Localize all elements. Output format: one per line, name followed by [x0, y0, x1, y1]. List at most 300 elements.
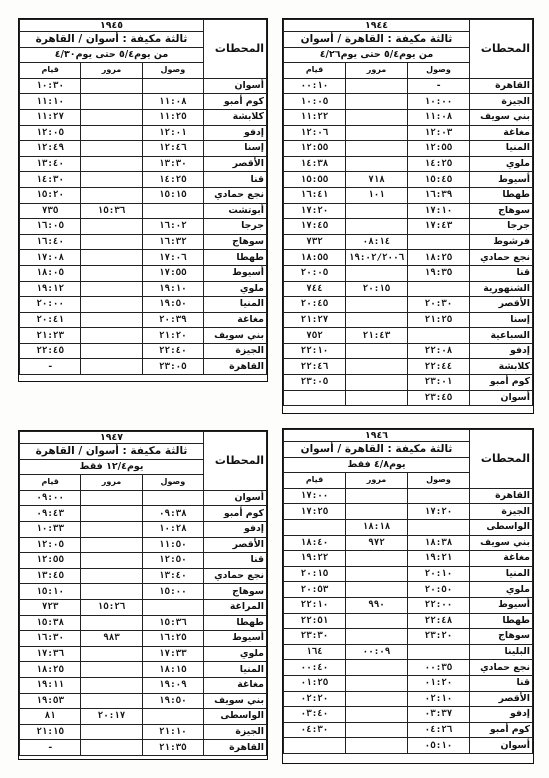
table-row [284, 94, 533, 110]
arrival-time: ٢٢:٤٨ [408, 613, 470, 629]
arrival-time: ١٤:٢٥ [408, 156, 470, 172]
station-name: البلينا [470, 644, 533, 660]
table-row [20, 724, 267, 740]
pass-time [81, 187, 142, 203]
station-name: أسيوط [204, 265, 267, 281]
arrival-time [142, 599, 203, 615]
departure-time: ١١:١٠ [20, 94, 81, 110]
departure-time: ١٥:١٠ [20, 584, 81, 600]
station-name: جرجا [470, 219, 533, 235]
table-row [284, 109, 533, 125]
arrival-time [408, 234, 470, 250]
arrival-time: ٢٢:٤٠ [142, 343, 203, 359]
arrival-time: ١٠:٢٨ [142, 521, 203, 537]
pass-time [346, 343, 408, 359]
table-row [20, 359, 267, 375]
pass-time: ٢٠:١٥ [346, 281, 408, 297]
station-name: بني سويف [204, 328, 267, 344]
pass-time: ١٠١ [346, 187, 408, 203]
table-row [20, 250, 267, 266]
pass-time [81, 568, 142, 584]
arrival-time [142, 203, 203, 219]
station-name: إدفو [470, 707, 533, 723]
pass-time [81, 537, 142, 553]
table-row [284, 551, 533, 567]
table-row [20, 693, 267, 709]
table-row [20, 328, 267, 344]
arrival-time: ٠٤:٢٦ [408, 722, 470, 738]
arrival-time: ١٢:٠٣ [408, 125, 470, 141]
arrival-time: ٢٢:٠٨ [408, 343, 470, 359]
pass-time [81, 234, 142, 250]
station-name: سوهاج [470, 203, 533, 219]
station-name: قنا [470, 675, 533, 691]
departure-time: ١٣:٤٥ [20, 568, 81, 584]
table-row [20, 281, 267, 297]
pass-time [346, 566, 408, 582]
departure-time: ١٧:٢٠ [284, 203, 346, 219]
departure-time: ٢١:٢٣ [20, 328, 81, 344]
arrive-column-header: وصول [142, 475, 203, 491]
timetable-subtitle: يوم١٢/٤ فقط [20, 459, 204, 475]
station-name: ملوي [204, 281, 267, 297]
station-name: طهطا [470, 187, 533, 203]
table-row [20, 343, 267, 359]
station-name: سوهاج [204, 584, 267, 600]
arrive-column-header: وصول [408, 473, 470, 489]
arrival-time: ٢٢:٠٠ [408, 597, 470, 613]
departure-time: ١٦:٣٠ [20, 631, 81, 647]
arrival-time: ١٦:٣٢ [142, 234, 203, 250]
station-name: سوهاج [204, 234, 267, 250]
timetable-1946 [282, 428, 534, 764]
departure-time: ٢٠:٤١ [20, 312, 81, 328]
pass-time: ٠٠:٠٩ [346, 644, 408, 660]
stations-column-header: المحطات [470, 430, 533, 489]
table-row [284, 203, 533, 219]
table-row [284, 328, 533, 344]
timetable-title: ثالثة مكيفة : القاهرة / أسوان [284, 32, 470, 48]
departure-time: ١٩:١٢ [20, 281, 81, 297]
arrival-time [408, 488, 470, 504]
pass-time [81, 78, 142, 94]
pass-time [346, 141, 408, 157]
pass-time: ٩٧٢ [346, 535, 408, 551]
arrive-column-header: وصول [142, 63, 203, 79]
departure-time: ١٨:٤٠ [284, 535, 346, 551]
table-row [20, 662, 267, 678]
station-name: كلابشة [470, 359, 533, 375]
station-name: كوم أمبو [204, 94, 267, 110]
timetable-title: ثالثة مكيفة : أسوان / القاهرة [20, 444, 204, 460]
station-name: إسنا [470, 312, 533, 328]
departure-time: ٢٣:٣٠ [284, 629, 346, 645]
station-name: أبوتشت [204, 203, 267, 219]
stations-column-header: المحطات [470, 20, 533, 79]
departure-time: ٧٣٥ [20, 203, 81, 219]
station-name: نجع حمادي [470, 250, 533, 266]
table-row [20, 646, 267, 662]
pass-time [346, 722, 408, 738]
pass-time [346, 156, 408, 172]
pass-time [346, 219, 408, 235]
table-row [284, 359, 533, 375]
station-name: القاهرة [470, 488, 533, 504]
station-name: نجع حمادي [204, 187, 267, 203]
arrival-time: ١١:٥٠ [142, 537, 203, 553]
pass-time [81, 521, 142, 537]
departure-time: ١١:٢٧ [20, 109, 81, 125]
pass-time [346, 551, 408, 567]
station-name: مغاغة [204, 312, 267, 328]
table-row [20, 187, 267, 203]
depart-column-header: قيام [20, 63, 81, 79]
pass-time [81, 250, 142, 266]
departure-time: ١٧:٠٠ [284, 488, 346, 504]
station-name: إدفو [204, 125, 267, 141]
table-row [284, 219, 533, 235]
departure-time: ١٧:٢٥ [284, 504, 346, 520]
arrival-time: ١٩:٠٩ [142, 677, 203, 693]
departure-time: ٧٤٤ [284, 281, 346, 297]
pass-time: ٢١:٤٣ [346, 328, 408, 344]
pass-time [81, 156, 142, 172]
pass-time [81, 141, 142, 157]
pass-time [81, 109, 142, 125]
departure-time: ١٦٤ [284, 644, 346, 660]
station-name: نجع حمادي [470, 660, 533, 676]
pass-time: ٩٨٣ [81, 631, 142, 647]
arrival-time: ٢٣:٤٥ [408, 390, 470, 406]
pass-time [81, 490, 142, 506]
pass-time: ١٥:٣٦ [81, 203, 142, 219]
table-row [284, 519, 533, 535]
station-name: قنا [204, 553, 267, 569]
table-row [20, 599, 267, 615]
arrival-time: ١٢:٠١ [142, 125, 203, 141]
table-row [284, 535, 533, 551]
arrival-time [408, 281, 470, 297]
table-row [284, 265, 533, 281]
arrival-time: ١٥:٠٠ [142, 584, 203, 600]
arrival-time: ٠٥:١٠ [408, 738, 470, 754]
pass-time [346, 109, 408, 125]
arrival-time: ١٧:١٠ [408, 203, 470, 219]
departure-time [284, 519, 346, 535]
departure-time: ١٠:٣٣ [20, 521, 81, 537]
pass-time [81, 662, 142, 678]
station-name: القاهرة [470, 78, 533, 94]
pass-time [346, 203, 408, 219]
table-row [20, 537, 267, 553]
pass-time [346, 660, 408, 676]
pass-time [81, 553, 142, 569]
table-row [284, 250, 533, 266]
pass-time [81, 724, 142, 740]
timetable-table [19, 19, 267, 375]
pass-time [346, 359, 408, 375]
arrival-time [408, 644, 470, 660]
table-row [284, 297, 533, 313]
station-name: كلابشة [204, 109, 267, 125]
pass-time: ٧١٨ [346, 172, 408, 188]
table-row [20, 631, 267, 647]
table-row [284, 390, 533, 406]
station-name: كوم أمبو [470, 722, 533, 738]
table-row [284, 125, 533, 141]
station-name: مغاغة [204, 677, 267, 693]
pass-time [81, 677, 142, 693]
table-row [284, 597, 533, 613]
table-row [284, 234, 533, 250]
station-name: إدفو [204, 521, 267, 537]
pass-time [346, 297, 408, 313]
departure-time: ١٩:١١ [20, 677, 81, 693]
arrival-time: ١٥:٤٥ [408, 172, 470, 188]
departure-time: ١٢:٥٥ [20, 553, 81, 569]
departure-time: ٢٢:٥١ [284, 613, 346, 629]
arrival-time: ١٢:٥٥ [408, 141, 470, 157]
table-row [284, 187, 533, 203]
table-row [20, 78, 267, 94]
table-row [284, 566, 533, 582]
pass-time [346, 707, 408, 723]
station-name: ملوي [470, 156, 533, 172]
pass-time [81, 328, 142, 344]
arrival-time: ١٤:٢٥ [142, 172, 203, 188]
table-row [284, 660, 533, 676]
departure-time: ١٦:٠٥ [20, 219, 81, 235]
arrival-time: ٢١:٣٥ [142, 740, 203, 756]
pass-time [81, 125, 142, 141]
table-row [284, 488, 533, 504]
table-row [20, 109, 267, 125]
table-row [20, 521, 267, 537]
departure-time: ١٦:٤١ [284, 187, 346, 203]
table-row [20, 490, 267, 506]
station-name: المنيا [204, 297, 267, 313]
station-name: الجيزة [204, 343, 267, 359]
pass-time [81, 646, 142, 662]
timetable-subtitle: من يوم٥/٤ حتى يوم٤/٢٦ [284, 47, 470, 63]
station-name: الأقصر [204, 537, 267, 553]
year-label: ١٩٤٥ [20, 20, 204, 32]
departure-time: ٧٣٢ [284, 234, 346, 250]
table-row [284, 675, 533, 691]
pass-column-header: مرور [346, 473, 408, 489]
station-name: الواسطى [204, 709, 267, 725]
pass-time: ١٥:٢٦ [81, 599, 142, 615]
departure-time: ١٧:٤٥ [284, 219, 346, 235]
station-name: المنيا [470, 566, 533, 582]
departure-time: ١٨:٥٥ [284, 250, 346, 266]
arrival-time [142, 709, 203, 725]
pass-time [346, 582, 408, 598]
arrival-time: ١٨:٣٨ [408, 535, 470, 551]
station-name: بني سويف [204, 693, 267, 709]
station-name: الأقصر [470, 691, 533, 707]
arrival-time: ١٧:٤٣ [408, 219, 470, 235]
arrival-time: ١٣:٣٠ [142, 156, 203, 172]
station-name: أسيوط [470, 172, 533, 188]
departure-time: - [20, 740, 81, 756]
arrival-time: ١١:٢٥ [142, 109, 203, 125]
station-name: الجيزة [204, 724, 267, 740]
station-name: طهطا [470, 613, 533, 629]
arrival-time [142, 490, 203, 506]
departure-time: ٢٢:٤٥ [20, 343, 81, 359]
pass-time [346, 265, 408, 281]
station-name: طهطا [204, 250, 267, 266]
station-name: المنيا [470, 141, 533, 157]
arrival-time: ٢٠:٣٩ [142, 312, 203, 328]
departure-time: ١٢:٤٩ [20, 141, 81, 157]
table-row [284, 582, 533, 598]
departure-time: ٠٩:٤٣ [20, 506, 81, 522]
departure-time: ٢١:١٥ [20, 724, 81, 740]
departure-time: ١٨:٠٥ [20, 265, 81, 281]
pass-time [346, 675, 408, 691]
departure-time: ١٧:٣٦ [20, 646, 81, 662]
year-label: ١٩٤٧ [20, 432, 204, 444]
station-name: نجع حمادي [204, 568, 267, 584]
station-name: الجيزة [470, 504, 533, 520]
arrival-time: ١٥:٣٦ [142, 615, 203, 631]
table-row [20, 297, 267, 313]
table-row [284, 613, 533, 629]
table-row [284, 738, 533, 754]
departure-time: ١٣:٤٠ [20, 156, 81, 172]
departure-time: ٢٢:١٠ [284, 343, 346, 359]
arrival-time: ١٧:٠٦ [142, 250, 203, 266]
departure-time: ١٠:٠٥ [284, 94, 346, 110]
departure-time: ٠٣:٤٠ [284, 707, 346, 723]
station-name: إدفو [470, 343, 533, 359]
station-name: المراغة [204, 599, 267, 615]
table-row [20, 312, 267, 328]
depart-column-header: قيام [20, 475, 81, 491]
table-row [20, 141, 267, 157]
departure-time: ٢٠:٥٣ [284, 582, 346, 598]
table-row [284, 722, 533, 738]
table-row [20, 203, 267, 219]
station-name: أسوان [204, 78, 267, 94]
table-row [284, 141, 533, 157]
departure-time: ١٩:٥٣ [20, 693, 81, 709]
pass-time [81, 265, 142, 281]
station-name: أسيوط [204, 631, 267, 647]
departure-time: ٧٥٢ [284, 328, 346, 344]
table-row [284, 504, 533, 520]
departure-time: ١٤:٣٨ [284, 156, 346, 172]
arrival-time: ١٦:٢٥ [142, 631, 203, 647]
table-row [20, 740, 267, 756]
arrival-time: ٢٣:٠١ [408, 375, 470, 391]
pass-time [81, 219, 142, 235]
pass-time [81, 359, 142, 375]
station-name: الأقصر [204, 156, 267, 172]
table-row [20, 568, 267, 584]
station-name: فرشوط [470, 234, 533, 250]
departure-time: ١٩:٢٢ [284, 551, 346, 567]
station-name: أسوان [470, 738, 533, 754]
table-row [284, 644, 533, 660]
station-name: المنيا [204, 662, 267, 678]
arrival-time: ١٣:٤٠ [142, 568, 203, 584]
stations-column-header: المحطات [204, 20, 267, 79]
table-row [284, 172, 533, 188]
departure-time: ٢٠:٤٥ [284, 297, 346, 313]
station-name: الأقصر [470, 297, 533, 313]
departure-time: ١٥:٣٨ [20, 615, 81, 631]
timetable-1944 [282, 18, 534, 414]
arrival-time: ٢١:١٠ [142, 724, 203, 740]
departure-time: ١٧:٠٨ [20, 250, 81, 266]
table-row [20, 125, 267, 141]
arrival-time: ١٨:٢٥ [408, 250, 470, 266]
table-row [20, 265, 267, 281]
station-name: بني سويف [470, 109, 533, 125]
departure-time: ٢٢:٤٦ [284, 359, 346, 375]
departure-time: ١٢:٥٥ [284, 141, 346, 157]
pass-time [81, 94, 142, 110]
departure-time: ٠٤:٣٠ [284, 722, 346, 738]
arrival-time: ٢٣:٢٠ [408, 629, 470, 645]
arrival-time [408, 519, 470, 535]
timetable-table [283, 19, 533, 406]
arrival-time: ١٨:١٥ [142, 662, 203, 678]
arrival-time: ١٢:٥٠ [142, 553, 203, 569]
departure-time: ١٥:٢٠ [20, 187, 81, 203]
arrival-time: ١٢:٤٦ [142, 141, 203, 157]
pass-time [81, 584, 142, 600]
arrival-time: ١٩:٥٠ [142, 297, 203, 313]
station-name: أسيوط [470, 597, 533, 613]
departure-time: ٠٠:١٠ [284, 78, 346, 94]
arrival-time: - [408, 78, 470, 94]
pass-time [81, 297, 142, 313]
arrival-time: ١٧:٥٥ [142, 265, 203, 281]
arrive-column-header: وصول [408, 63, 470, 79]
departure-time: ٧٢٣ [20, 599, 81, 615]
departure-time: ٢٠:٠٥ [284, 265, 346, 281]
table-row [20, 553, 267, 569]
timetable-table [283, 429, 533, 754]
pass-time [346, 78, 408, 94]
pass-time [346, 312, 408, 328]
table-row [284, 691, 533, 707]
arrival-time [408, 328, 470, 344]
departure-time: ١٥:٥٥ [284, 172, 346, 188]
departure-time: ٠٩:٠٠ [20, 490, 81, 506]
station-name: كوم أمبو [470, 375, 533, 391]
pass-time [81, 281, 142, 297]
arrival-time: ٠٣:٣٧ [408, 707, 470, 723]
pass-time: ٠٨:١٤ [346, 234, 408, 250]
table-row [20, 172, 267, 188]
pass-time [346, 613, 408, 629]
year-label: ١٩٤٤ [284, 20, 470, 32]
arrival-time: ١٧:٢٠ [408, 504, 470, 520]
table-row [20, 584, 267, 600]
stations-column-header: المحطات [204, 432, 267, 491]
departure-time: ٢٣:٠٥ [284, 375, 346, 391]
table-row [284, 312, 533, 328]
arrival-time: ١٧:٣٣ [142, 646, 203, 662]
departure-time: ١٠:٣٠ [20, 78, 81, 94]
station-name: قنا [470, 265, 533, 281]
table-row [284, 707, 533, 723]
